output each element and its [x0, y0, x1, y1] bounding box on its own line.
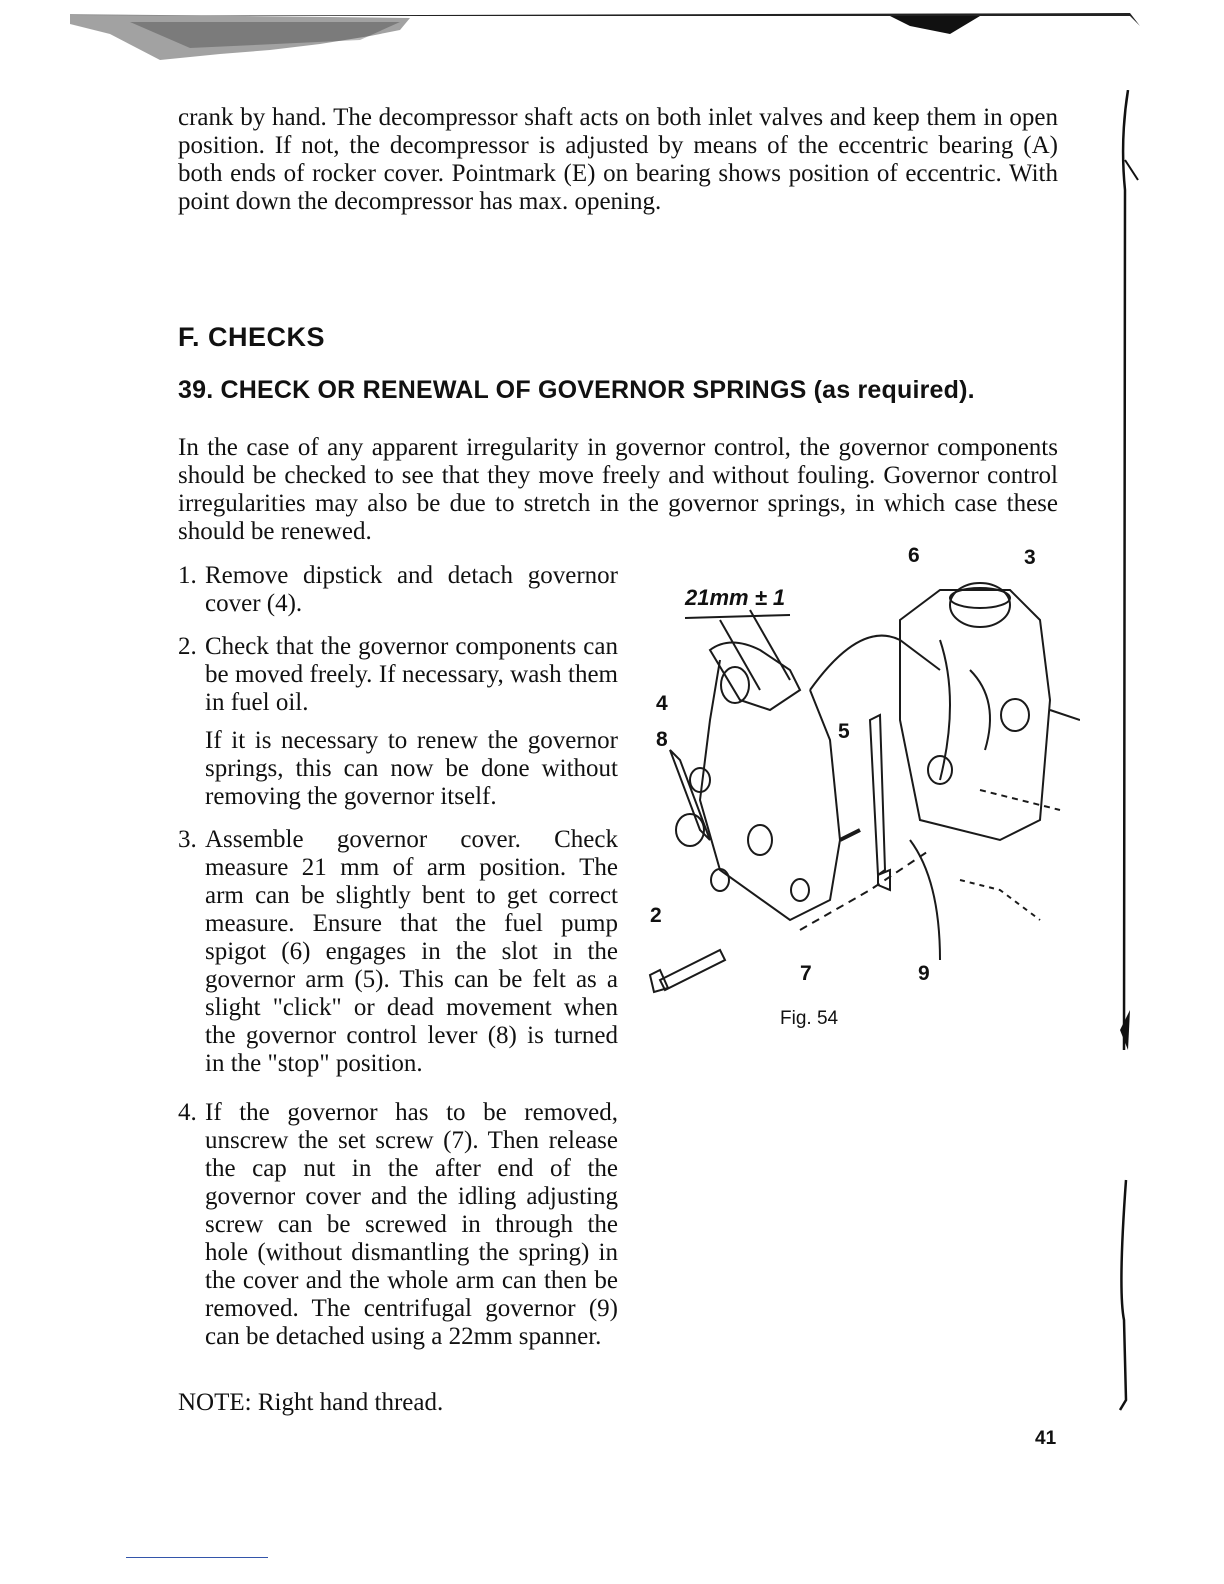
list-item — [178, 633, 618, 717]
part-label-4: 4 — [656, 692, 668, 715]
list-item — [178, 826, 618, 1078]
note-text: NOTE: Right hand thread. — [178, 1389, 444, 1416]
part-label-5: 5 — [838, 720, 850, 743]
list-item-text: Remove dipstick and detach governor cover (4). — [205, 562, 618, 617]
section-heading: F. CHECKS — [178, 322, 326, 352]
part-label-9: 9 — [918, 962, 930, 985]
gauge-bar — [870, 715, 885, 875]
page-number: 41 — [1035, 1428, 1057, 1449]
list-item-number: 4. — [178, 1099, 197, 1126]
governor-assembly-figure — [640, 540, 1080, 1000]
list-item — [178, 562, 618, 618]
scan-top-edge — [70, 0, 1140, 70]
part-label-6: 6 — [908, 544, 920, 567]
scan-right-edge — [1090, 90, 1150, 1430]
list-item-number: 3. — [178, 826, 197, 853]
list-item-text: Assemble governor cover. Check measure 21 mm of arm position. The arm can be slightly bent to get correct measure. Ensure that the fuel pump spigot (6) engages in the slot in the governor arm (5). This can be felt as a slight "click" or dead movement when the governor control lever (8) is turned in the "stop" position. — [205, 826, 618, 1077]
figure-caption: Fig. 54 — [780, 1008, 839, 1029]
dimension-line — [685, 615, 790, 618]
list-item-number: 2. — [178, 633, 197, 660]
set-screw — [660, 950, 725, 990]
list-item-number: 1. — [178, 562, 197, 589]
part-label-8: 8 — [656, 728, 668, 751]
intro-paragraph: crank by hand. The decompressor shaft acts on both inlet valves and keep them in open position. If not, the decompressor is adjusted by means of the eccentric bearing (A) both ends of rocker cover. Pointmark (E) on bearing shows position of eccentric. With point down the decompressor has max. opening. — [178, 104, 1058, 215]
lead-paragraph: In the case of any apparent irregularity in governor control, the governor components should be checked to see that they move freely and without fouling. Governor control irregularities may also be due to stretch in the governor springs, in which case these should be renewed. — [178, 434, 1058, 545]
dimension-label: 21mm ± 1 — [685, 585, 786, 610]
list-item — [178, 1099, 618, 1351]
part-label-2: 2 — [650, 904, 662, 927]
governor-cover-outline — [700, 660, 840, 920]
leader-line — [910, 840, 940, 960]
list-item-text: Check that the governor components can be moved freely. If necessary, wash them in fuel oil. — [205, 633, 618, 716]
subsection-heading: 39. CHECK OR RENEWAL OF GOVERNOR SPRINGS (as required). — [178, 376, 975, 404]
list-item-text: If the governor has to be removed, unscrew the set screw (7). Then release the cap nut in the after end of the governor cover and the idling adjusting screw can be screwed in through the hole (without dismantling the spring) in the cover and the whole arm can then be removed. The centrifugal governor (9) can be detached using a 22mm spanner. — [205, 1099, 618, 1350]
footer-rule — [126, 1557, 268, 1558]
part-label-3: 3 — [1024, 546, 1036, 569]
list-item-note: If it is necessary to renew the governor springs, this can now be done without removing the governor itself. — [205, 727, 618, 810]
part-label-7: 7 — [800, 962, 812, 985]
